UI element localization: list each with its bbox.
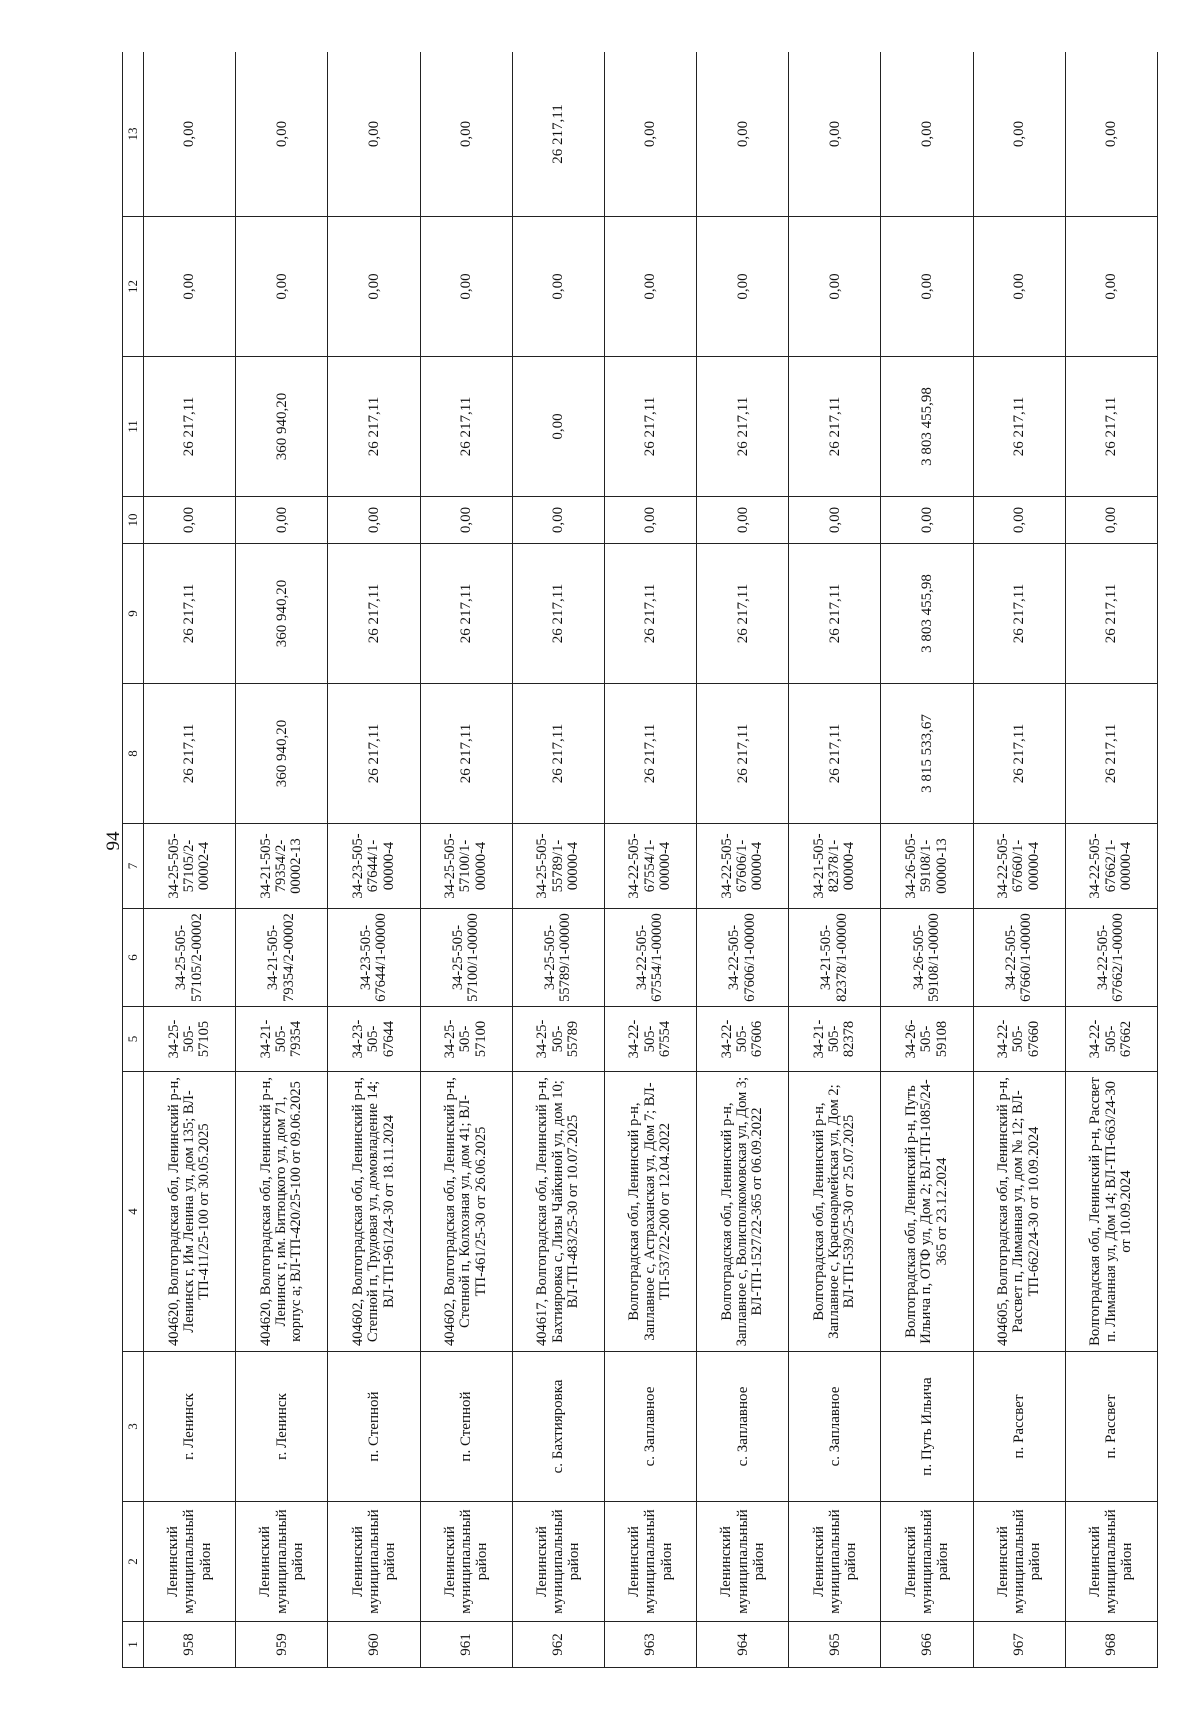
full-code-cell: 34-25-505-55789/1-00000-4 [512,824,604,909]
page-number: 94 [103,831,124,851]
amount-cell: 0,00 [144,497,236,544]
code-cell: 34-22-505-67606 [697,1007,789,1072]
amount-cell: 0,00 [881,217,973,357]
address-cell: Волгоградская обл, Ленинский р-н, Заплавное с, Красноармейская ул, Дом 2; ВЛ-ТП-539/25-30 от 25.07.2025 [789,1072,881,1352]
amount-cell: 0,00 [789,497,881,544]
row-number: 964 [697,1622,789,1668]
amount-cell: 0,00 [328,497,420,544]
district-cell: Ленинский муниципальный район [512,1502,604,1622]
code-cell: 34-23-505-67644 [328,1007,420,1072]
table-frame [122,52,1158,1668]
amount-cell: 0,00 [789,52,881,217]
row-number: 965 [789,1622,881,1668]
address-cell: Волгоградская обл, Ленинский р-н, Путь Ильича п, ОТФ ул, Дом 2; ВЛ-ТП-1085/24-365 от 23.12.2024 [881,1072,973,1352]
amount-cell: 26 217,11 [328,544,420,684]
amount-cell: 0,00 [144,217,236,357]
amount-cell: 0,00 [973,497,1065,544]
subcode-cell: 34-23-505-67644/1-00000 [328,909,420,1007]
amount-cell: 0,00 [420,217,512,357]
amount-cell: 3 803 455,98 [881,544,973,684]
district-cell: Ленинский муниципальный район [973,1502,1065,1622]
amount-cell: 360 940,20 [236,357,328,497]
locality-cell: г. Ленинск [144,1352,236,1502]
amount-cell: 26 217,11 [420,357,512,497]
table-row [881,52,973,1668]
locality-cell: с. Заплавное [604,1352,696,1502]
table-row [1065,52,1157,1668]
subcode-cell: 34-21-505-82378/1-00000 [789,909,881,1007]
code-cell: 34-22-505-67662 [1065,1007,1157,1072]
amount-cell: 0,00 [973,217,1065,357]
row-number: 963 [604,1622,696,1668]
full-code-cell: 34-26-505-59108/1-00000-13 [881,824,973,909]
amount-cell: 0,00 [1065,217,1157,357]
full-code-cell: 34-23-505-67644/1-00000-4 [328,824,420,909]
amount-cell: 26 217,11 [789,357,881,497]
address-cell: Волгоградская обл, Ленинский р-н, Заплавное с, Волисполкомовская ул, Дом 3; ВЛ-ТП-1527/22-365 от 06.09.2022 [697,1072,789,1352]
locality-cell: с. Бахтияровка [512,1352,604,1502]
amount-cell: 0,00 [881,52,973,217]
full-code-cell: 34-22-505-67660/1-00000-4 [973,824,1065,909]
district-cell: Ленинский муниципальный район [604,1502,696,1622]
district-cell: Ленинский муниципальный район [420,1502,512,1622]
amount-cell: 0,00 [512,497,604,544]
table-row [789,52,881,1668]
column-header: 10 [123,497,144,544]
table-row [604,52,696,1668]
address-cell: 404602, Волгоградская обл, Ленинский р-н, Степной п, Трудовая ул, домовладение 14; ВЛ-ТП-961/24-30 от 18.11.2024 [328,1072,420,1352]
table-row [328,52,420,1668]
code-cell: 34-25-505-57105 [144,1007,236,1072]
full-code-cell: 34-21-505-79354/2-00002-13 [236,824,328,909]
locality-cell: с. Заплавное [697,1352,789,1502]
row-number: 959 [236,1622,328,1668]
address-cell: 404620, Волгоградская обл, Ленинский р-н, Ленинск г, Им Ленина ул, дом 135; ВЛ-ТП-411/25-100 от 30.05.2025 [144,1072,236,1352]
amount-cell: 0,00 [973,52,1065,217]
subcode-cell: 34-25-505-57105/2-00002 [144,909,236,1007]
subcode-cell: 34-22-505-67554/1-00000 [604,909,696,1007]
full-code-cell: 34-21-505-82378/1-00000-4 [789,824,881,909]
amount-cell: 26 217,11 [144,544,236,684]
locality-cell: п. Степной [328,1352,420,1502]
amount-cell: 0,00 [420,497,512,544]
table-row [420,52,512,1668]
amount-cell: 0,00 [604,217,696,357]
locality-cell: п. Рассвет [973,1352,1065,1502]
column-header: 12 [123,217,144,357]
amount-cell: 0,00 [328,217,420,357]
row-number: 958 [144,1622,236,1668]
amount-cell: 26 217,11 [789,544,881,684]
amount-cell: 0,00 [236,497,328,544]
amount-cell: 26 217,11 [697,684,789,824]
amount-cell: 0,00 [697,217,789,357]
row-number: 960 [328,1622,420,1668]
amount-cell: 26 217,11 [512,684,604,824]
amount-cell: 0,00 [512,357,604,497]
data-table [122,52,1158,1668]
column-header: 11 [123,357,144,497]
row-number: 966 [881,1622,973,1668]
amount-cell: 0,00 [144,52,236,217]
column-header: 2 [123,1502,144,1622]
district-cell: Ленинский муниципальный район [328,1502,420,1622]
code-cell: 34-22-505-67554 [604,1007,696,1072]
amount-cell: 26 217,11 [697,544,789,684]
district-cell: Ленинский муниципальный район [1065,1502,1157,1622]
table-row [973,52,1065,1668]
column-header: 13 [123,52,144,217]
amount-cell: 0,00 [697,497,789,544]
column-header: 9 [123,544,144,684]
locality-cell: с. Заплавное [789,1352,881,1502]
amount-cell: 26 217,11 [789,684,881,824]
subcode-cell: 34-22-505-67606/1-00000 [697,909,789,1007]
subcode-cell: 34-25-505-57100/1-00000 [420,909,512,1007]
address-cell: Волгоградская обл, Ленинский р-н, Заплавное с, Астраханская ул, Дом 7; ВЛ-ТП-537/22-200 от 12.04.2022 [604,1072,696,1352]
amount-cell: 26 217,11 [604,544,696,684]
full-code-cell: 34-25-505-57105/2-00002-4 [144,824,236,909]
code-cell: 34-26-505-59108 [881,1007,973,1072]
amount-cell: 26 217,11 [973,357,1065,497]
amount-cell: 26 217,11 [1065,544,1157,684]
amount-cell: 0,00 [1065,497,1157,544]
code-cell: 34-21-505-79354 [236,1007,328,1072]
amount-cell: 26 217,11 [604,684,696,824]
district-cell: Ленинский муниципальный район [144,1502,236,1622]
amount-cell: 3 815 533,67 [881,684,973,824]
amount-cell: 26 217,11 [144,684,236,824]
row-number: 962 [512,1622,604,1668]
amount-cell: 0,00 [420,52,512,217]
district-cell: Ленинский муниципальный район [236,1502,328,1622]
subcode-cell: 34-22-505-67660/1-00000 [973,909,1065,1007]
amount-cell: 26 217,11 [512,544,604,684]
code-cell: 34-21-505-82378 [789,1007,881,1072]
code-cell: 34-22-505-67660 [973,1007,1065,1072]
table-row [144,52,236,1668]
full-code-cell: 34-22-505-67554/1-00000-4 [604,824,696,909]
amount-cell: 360 940,20 [236,544,328,684]
address-cell: Волгоградская обл, Ленинский р-н, Рассвет п. Лиманная ул, Дом 14; ВЛ-ТП-663/24-30 от 10.09.2024 [1065,1072,1157,1352]
column-header: 1 [123,1622,144,1668]
rotated-table-container [122,52,1158,1668]
code-cell: 34-25-505-55789 [512,1007,604,1072]
column-header: 3 [123,1352,144,1502]
amount-cell: 3 803 455,98 [881,357,973,497]
row-number: 967 [973,1622,1065,1668]
amount-cell: 0,00 [236,217,328,357]
amount-cell: 26 217,11 [512,52,604,217]
table-row [697,52,789,1668]
code-cell: 34-25-505-57100 [420,1007,512,1072]
address-cell: 404605, Волгоградская обл, Ленинский р-н, Рассвет п, Лиманная ул, дом № 12; ВЛ-ТП-662/24-30 от 10.09.2024 [973,1072,1065,1352]
amount-cell: 0,00 [328,52,420,217]
amount-cell: 0,00 [236,52,328,217]
amount-cell: 0,00 [1065,52,1157,217]
locality-cell: г. Ленинск [236,1352,328,1502]
amount-cell: 0,00 [604,52,696,217]
amount-cell: 26 217,11 [420,684,512,824]
locality-cell: п. Путь Ильича [881,1352,973,1502]
address-cell: 404620, Волгоградская обл, Ленинский р-н, Ленинск г, им. Битюцкого ул, дом 71, корпус а; ВЛ-ТП-420/25-100 от 09.06.2025 [236,1072,328,1352]
column-number-row [123,52,144,1668]
column-header: 6 [123,909,144,1007]
amount-cell: 0,00 [512,217,604,357]
amount-cell: 0,00 [697,52,789,217]
amount-cell: 26 217,11 [1065,357,1157,497]
amount-cell: 26 217,11 [328,684,420,824]
subcode-cell: 34-22-505-67662/1-00000 [1065,909,1157,1007]
subcode-cell: 34-26-505-59108/1-00000 [881,909,973,1007]
column-header: 4 [123,1072,144,1352]
full-code-cell: 34-22-505-67606/1-00000-4 [697,824,789,909]
row-number: 961 [420,1622,512,1668]
amount-cell: 26 217,11 [604,357,696,497]
full-code-cell: 34-22-505-67662/1-00000-4 [1065,824,1157,909]
amount-cell: 26 217,11 [328,357,420,497]
amount-cell: 26 217,11 [973,544,1065,684]
column-header: 8 [123,684,144,824]
address-cell: 404617, Волгоградская обл, Ленинский р-н, Бахтияровка с, Лизы Чайкиной ул, дом 10; ВЛ-ТП-483/25-30 от 10.07.2025 [512,1072,604,1352]
locality-cell: п. Рассвет [1065,1352,1157,1502]
amount-cell: 26 217,11 [420,544,512,684]
amount-cell: 0,00 [789,217,881,357]
amount-cell: 26 217,11 [1065,684,1157,824]
address-cell: 404602, Волгоградская обл, Ленинский р-н, Степной п, Колхозная ул, дом 41; ВЛ-ТП-461/25-30 от 26.06.2025 [420,1072,512,1352]
locality-cell: п. Степной [420,1352,512,1502]
amount-cell: 0,00 [881,497,973,544]
amount-cell: 360 940,20 [236,684,328,824]
amount-cell: 26 217,11 [973,684,1065,824]
subcode-cell: 34-25-505-55789/1-00000 [512,909,604,1007]
table-row [512,52,604,1668]
column-header: 5 [123,1007,144,1072]
amount-cell: 26 217,11 [697,357,789,497]
district-cell: Ленинский муниципальный район [789,1502,881,1622]
table-row [236,52,328,1668]
district-cell: Ленинский муниципальный район [881,1502,973,1622]
full-code-cell: 34-25-505-57100/1-00000-4 [420,824,512,909]
amount-cell: 0,00 [604,497,696,544]
row-number: 968 [1065,1622,1157,1668]
amount-cell: 26 217,11 [144,357,236,497]
table-body [144,52,1158,1668]
district-cell: Ленинский муниципальный район [697,1502,789,1622]
subcode-cell: 34-21-505-79354/2-00002 [236,909,328,1007]
column-header: 7 [123,824,144,909]
